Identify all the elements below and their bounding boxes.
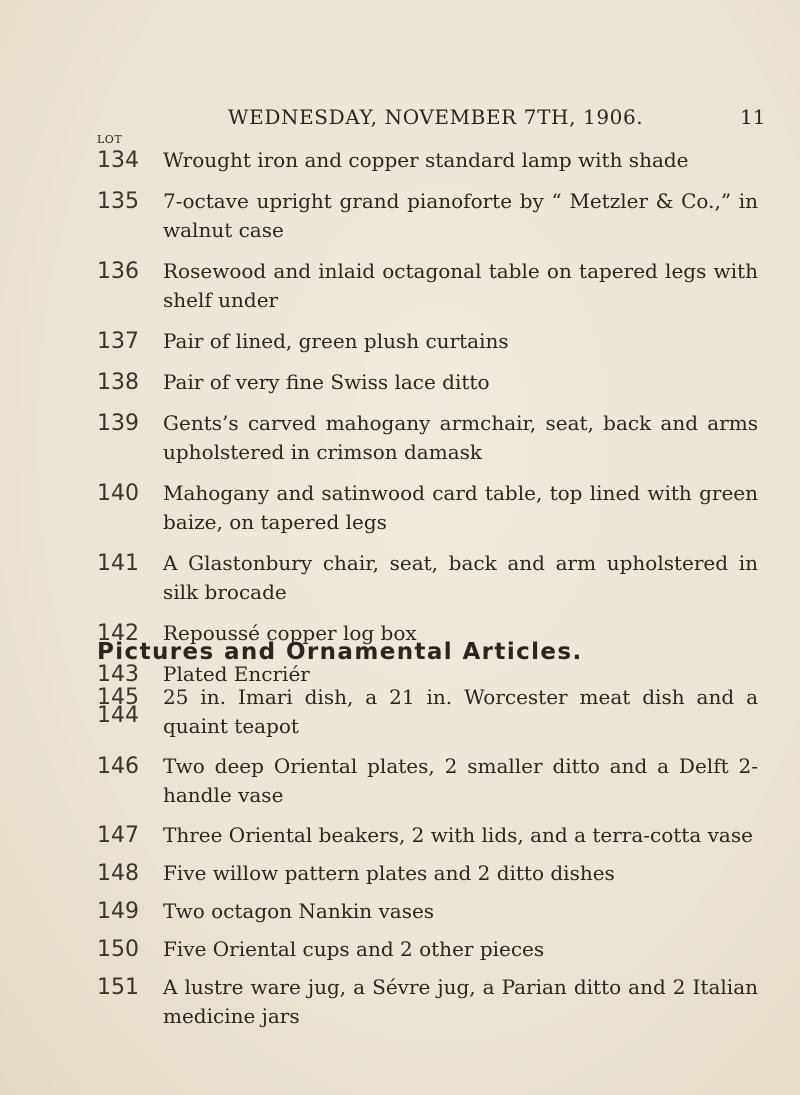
page-number: 11 xyxy=(740,105,766,129)
lot-description: 25 in. Imari dish, a 21 in. Worcester meat dish and a quaint teapot xyxy=(163,685,758,738)
lot-description: Plated Encriér xyxy=(163,662,310,686)
running-head xyxy=(0,102,800,132)
lot-number: 143 xyxy=(97,662,139,687)
lot-number: 142 xyxy=(97,621,139,646)
running-title: WEDNESDAY, NOVEMBER 7TH, 1906. xyxy=(228,105,644,129)
lot-description: Two octagon Nankin vases xyxy=(163,899,435,923)
lot-description: Five willow pattern plates and 2 ditto dishes xyxy=(163,861,615,885)
lot-number: 150 xyxy=(97,937,139,962)
lot-description: Two deep Oriental plates, 2 smaller ditto and a Delft 2-handle vase xyxy=(163,754,758,807)
lot-description: Wrought iron and copper standard lamp with shade xyxy=(163,148,689,172)
lot-number: 138 xyxy=(97,370,139,395)
section-heading: Pictures and Ornamental Articles. xyxy=(97,639,583,665)
lot-description: Five Oriental cups and 2 other pieces xyxy=(163,937,545,961)
lot-description: Three Oriental beakers, 2 with lids, and a terra-cotta vase xyxy=(163,823,753,847)
lot-description: Gents’s carved mahogany armchair, seat, back and arms upholstered in crimson damask xyxy=(163,411,758,464)
lot-description: Mahogany and satinwood card table, top lined with green baize, on tapered legs xyxy=(163,481,758,534)
lot-number: 151 xyxy=(97,975,139,1000)
lot-description: A Glastonbury chair, seat, back and arm upholstered in silk brocade xyxy=(163,551,758,604)
lot-description: Repoussé copper log box xyxy=(163,621,417,645)
lot-number: 144 xyxy=(97,703,139,728)
lot-description: Pair of very fine Swiss lace ditto xyxy=(163,370,490,394)
lot-number: 139 xyxy=(97,411,139,436)
lot-number: 136 xyxy=(97,259,139,284)
lot-number: 140 xyxy=(97,481,139,506)
lot-description: 7-octave upright grand pianoforte by “ Metzler & Co.,” in walnut case xyxy=(163,189,758,242)
lot-number: 135 xyxy=(97,189,139,214)
lot-description: Pair of lined, green plush curtains xyxy=(163,329,509,353)
lot-number: 146 xyxy=(97,754,139,779)
lot-column-label: LOT xyxy=(97,133,123,146)
lot-description: A lustre ware jug, a Sévre jug, a Parian ditto and 2 Italian medicine jars xyxy=(163,975,758,1028)
lot-number: 149 xyxy=(97,899,139,924)
lot-number: 134 xyxy=(97,148,139,173)
lot-description: Rosewood and inlaid octagonal table on tapered legs with shelf under xyxy=(163,259,758,312)
lot-number: 147 xyxy=(97,823,139,848)
lot-number: 148 xyxy=(97,861,139,886)
lot-number: 145 xyxy=(97,685,139,710)
lot-number: 137 xyxy=(97,329,139,354)
lot-number: 141 xyxy=(97,551,139,576)
